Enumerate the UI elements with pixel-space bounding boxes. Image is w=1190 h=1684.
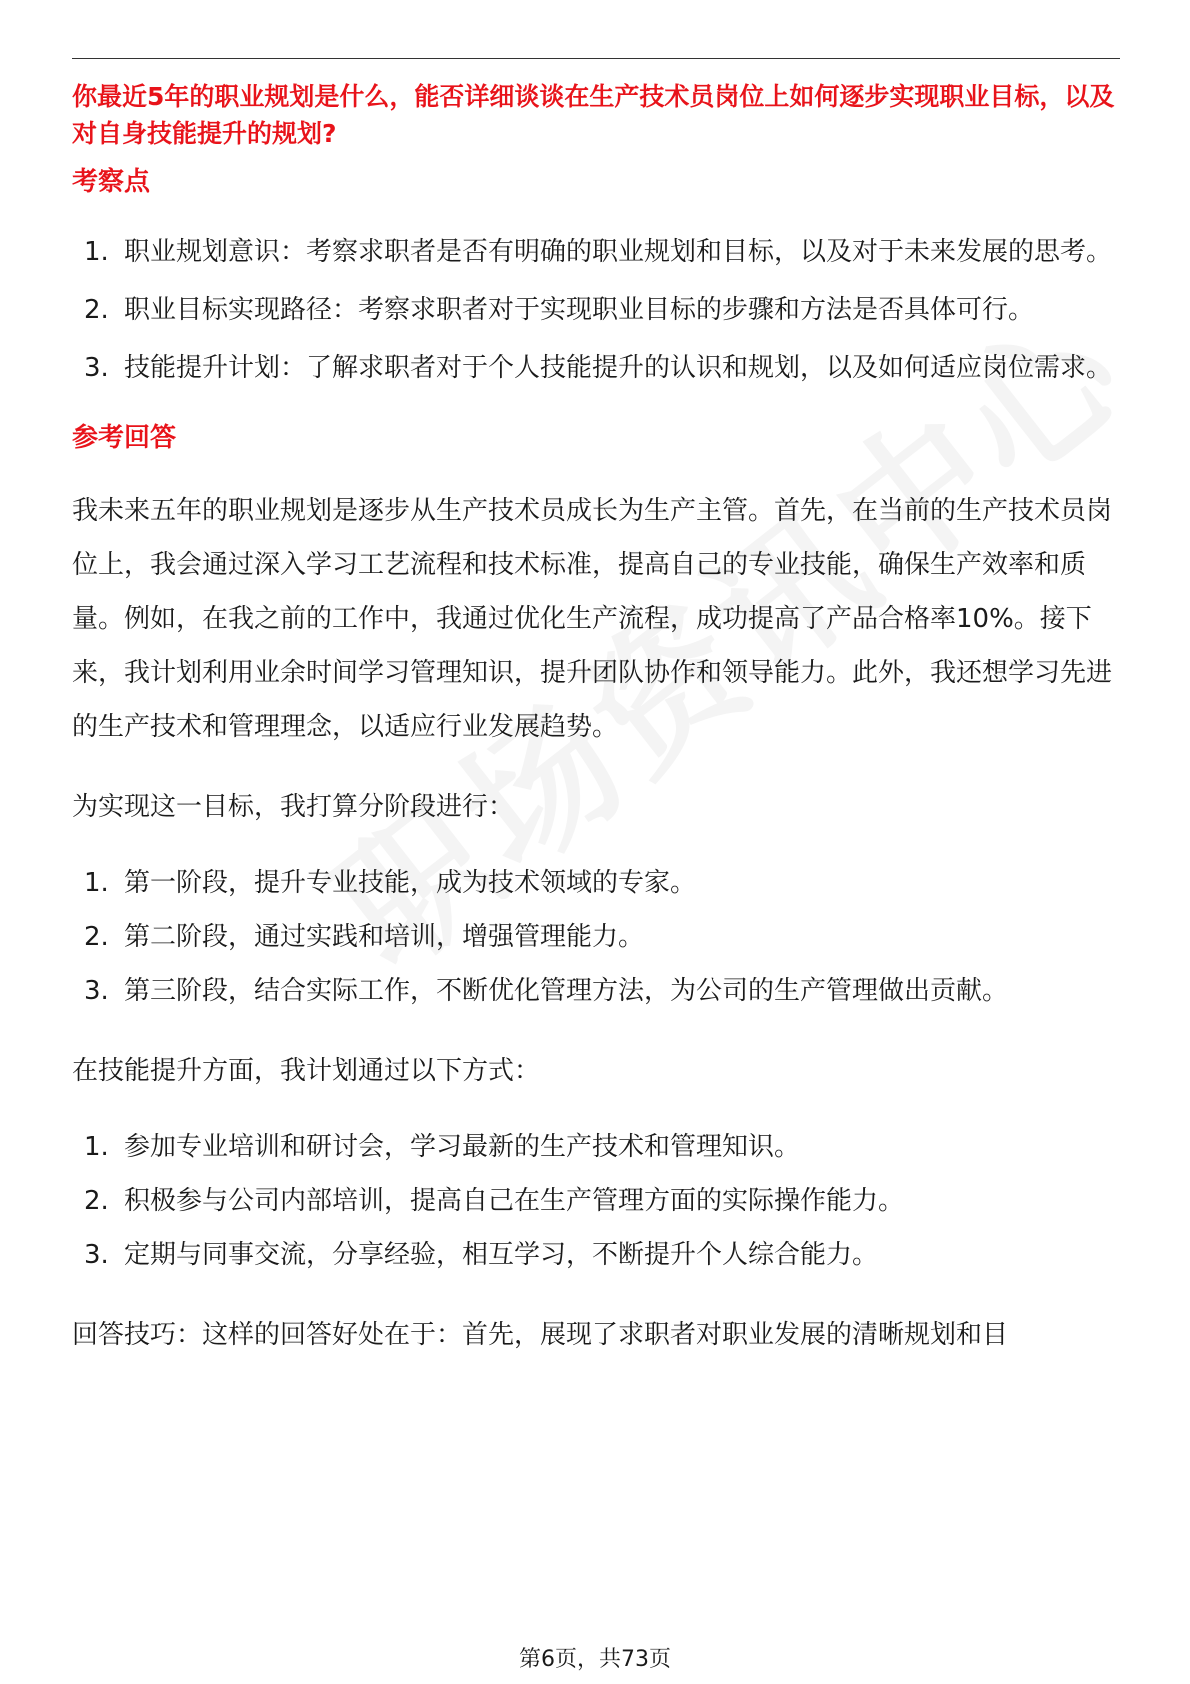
stages-list <box>72 856 1122 1018</box>
answer-paragraph-3: 在技能提升方面，我计划通过以下方式： <box>72 1056 541 1086</box>
list-item-text: 积极参与公司内部培训，提高自己在生产管理方面的实际操作能力。 <box>124 1186 905 1216</box>
list-item <box>72 1120 1122 1174</box>
list-number: 3. <box>84 976 109 1006</box>
list-item <box>72 340 1122 396</box>
answer-paragraph-2: 为实现这一目标，我打算分阶段进行： <box>72 792 515 822</box>
list-item <box>72 1228 1122 1282</box>
list-item-text: 第三阶段，结合实际工作，不断优化管理方法，为公司的生产管理做出贡献。 <box>124 976 1009 1006</box>
tips-paragraph: 回答技巧：这样的回答好处在于：首先，展现了求职者对职业发展的清晰规划和目 <box>72 1320 1009 1350</box>
list-number: 2. <box>84 922 109 952</box>
list-item <box>72 910 1122 964</box>
page-number-footer: 第6页，共73页 <box>519 1647 671 1672</box>
skills-list <box>72 1120 1122 1282</box>
list-number: 1. <box>84 237 109 267</box>
list-item <box>72 964 1122 1018</box>
list-number: 3. <box>84 353 109 383</box>
header-rule <box>72 58 1120 59</box>
list-item-text: 定期与同事交流，分享经验，相互学习，不断提升个人综合能力。 <box>124 1240 879 1270</box>
list-number: 1. <box>84 868 109 898</box>
answer-heading: 参考回答 <box>72 423 177 453</box>
list-item <box>72 1174 1122 1228</box>
points-heading: 考察点 <box>72 167 151 197</box>
list-number: 3. <box>84 1240 109 1270</box>
list-item-text: 职业目标实现路径：考察求职者对于实现职业目标的步骤和方法是否具体可行。 <box>124 295 1035 325</box>
list-item-text: 第一阶段，提升专业技能，成为技术领域的专家。 <box>124 868 697 898</box>
list-number: 2. <box>84 1186 109 1216</box>
question-title: 你最近5年的职业规划是什么，能否详细谈谈在生产技术员岗位上如何逐步实现职业目标，以及对自身技能提升的规划? <box>72 82 1115 148</box>
list-item-text: 第二阶段，通过实践和培训，增强管理能力。 <box>124 922 645 952</box>
list-item <box>72 224 1122 280</box>
list-number: 2. <box>84 295 109 325</box>
list-item <box>72 856 1122 910</box>
answer-paragraph-1: 我未来五年的职业规划是逐步从生产技术员成长为生产主管。首先，在当前的生产技术员岗位上，我会通过深入学习工艺流程和技术标准，提高自己的专业技能，确保生产效率和质量。例如，在我之前的工作中，我通过优化生产流程，成功提高了产品合格率10%。接下来，我计划利用业余时间学习管理知识，提升团队协作和领导能力。此外，我还想学习先进的生产技术和管理理念，以适应行业发展趋势。 <box>72 496 1113 742</box>
list-item-text: 参加专业培训和研讨会，学习最新的生产技术和管理知识。 <box>124 1132 801 1162</box>
list-item-text: 技能提升计划：了解求职者对于个人技能提升的认识和规划，以及如何适应岗位需求。 <box>124 353 1113 383</box>
points-list <box>72 224 1122 396</box>
list-number: 1. <box>84 1132 109 1162</box>
list-item-text: 职业规划意识：考察求职者是否有明确的职业规划和目标，以及对于未来发展的思考。 <box>124 237 1113 267</box>
page-content <box>72 78 1122 1362</box>
list-item <box>72 282 1122 338</box>
